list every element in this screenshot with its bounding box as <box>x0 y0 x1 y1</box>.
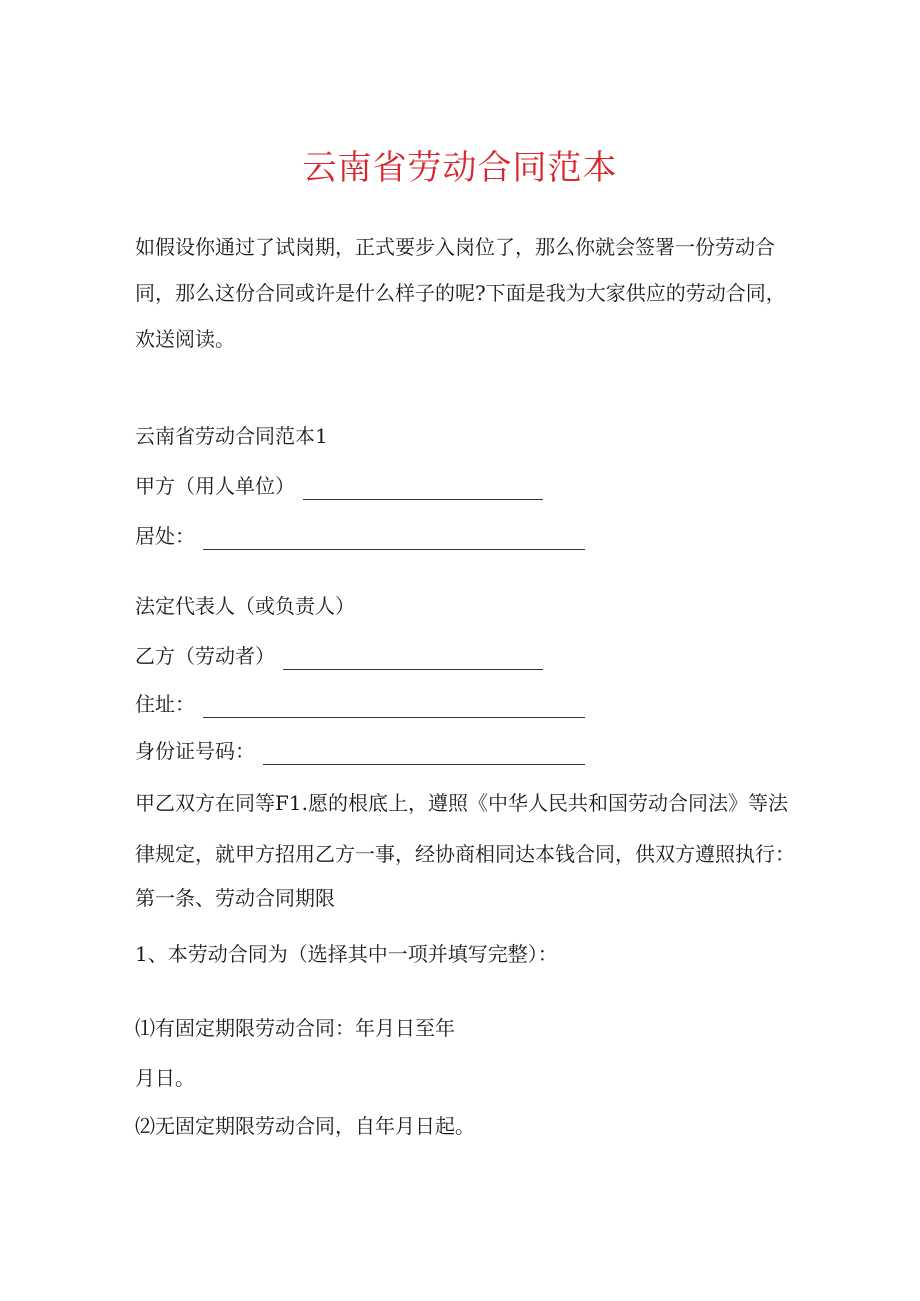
residence-blank[interactable] <box>203 522 585 550</box>
id-number-blank[interactable] <box>263 737 585 765</box>
party-a-row <box>135 472 295 500</box>
address-label: 住址： <box>135 692 195 716</box>
party-b-row <box>135 642 275 670</box>
party-b-blank[interactable] <box>283 642 543 670</box>
intro-paragraph: 如假设你通过了试岗期，正式要步入岗位了，那么你就会签署一份劳动合同，那么这份合同或许是什么样子的呢?下面是我为大家供应的劳动合同，欢送阅读。 <box>135 235 786 351</box>
id-number-label: 身份证号码： <box>135 739 255 763</box>
legal-rep-label: 法定代表人（或负责人） <box>135 594 355 618</box>
option-2: ⑵无固定期限劳动合同，自年月日起。 <box>135 1114 475 1138</box>
residence-row <box>135 522 195 550</box>
party-a-blank[interactable] <box>303 472 543 500</box>
article-1-title: 第一条、劳动合同期限 <box>135 886 335 910</box>
party-b-label: 乙方（劳动者） <box>135 644 275 668</box>
address-row <box>135 690 195 718</box>
party-a-label: 甲方（用人单位） <box>135 474 295 498</box>
address-blank[interactable] <box>203 690 585 718</box>
option-1-continued: 月日。 <box>135 1066 195 1090</box>
option-1: ⑴有固定期限劳动合同：年月日至年 <box>135 1016 455 1040</box>
residence-label: 居处： <box>135 524 195 548</box>
section-title: 云南省劳动合同范本1 <box>135 424 328 448</box>
page-title: 云南省劳动合同范本 <box>302 148 618 188</box>
agreement-paragraph: 甲乙双方在同等F1.愿的根底上，遵照《中华人民共和国劳动合同法》等法律规定，就甲方招用乙方一事，经协商相同达本钱合同，供双方遵照执行： <box>135 791 795 866</box>
clause-1: 1、本劳动合同为（选择其中一项并填写完整）： <box>135 942 558 966</box>
id-number-row <box>135 737 255 765</box>
